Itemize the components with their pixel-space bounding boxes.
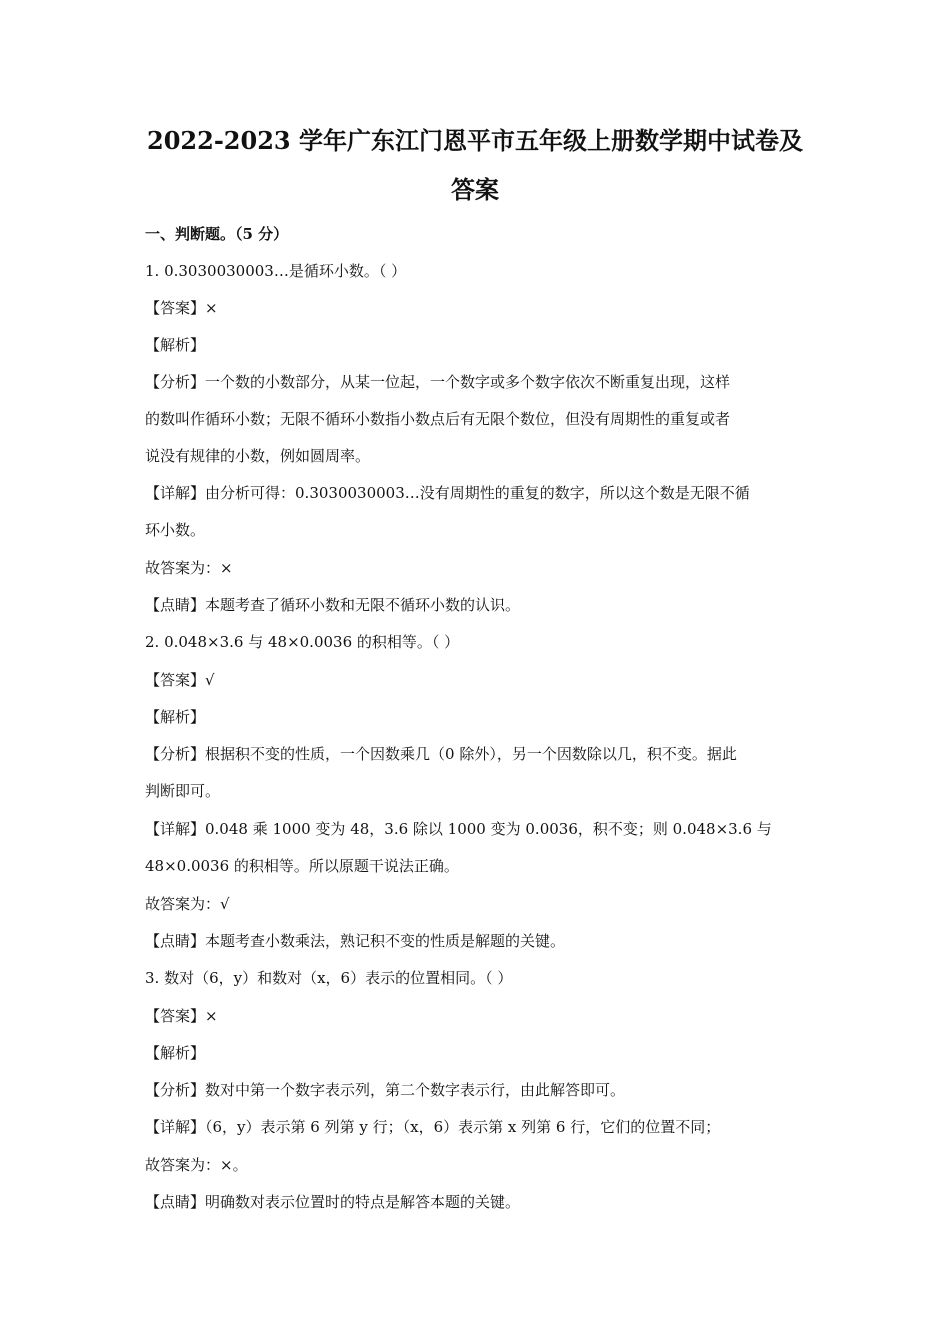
q3-conclusion: 故答案为：×。 — [145, 1156, 248, 1174]
q1-detail-line-1: 【详解】由分析可得：0.3030030003…没有周期性的重复的数字，所以这个数是无限不循 — [145, 484, 750, 502]
q3-detail-line-1: 【详解】（6，y）表示第 6 列第 y 行；（x，6）表示第 x 列第 6 行，它们的位置不同； — [145, 1118, 721, 1136]
question-1: 1. 0.3030030003…是循环小数。（ ） — [145, 262, 407, 280]
q3-analysis-line-1: 【分析】数对中第一个数字表示列，第二个数字表示行，由此解答即可。 — [145, 1081, 626, 1099]
q2-detail-line-1: 【详解】0.048 乘 1000 变为 48，3.6 除以 1000 变为 0.0036，积不变；则 0.048×3.6 与 — [145, 820, 772, 838]
section-heading: 一、判断题。（5 分） — [145, 225, 289, 243]
q3-answer: 【答案】× — [145, 1007, 218, 1025]
q1-jiexi-label: 【解析】 — [145, 336, 206, 354]
q3-jiexi-label: 【解析】 — [145, 1044, 206, 1062]
q2-conclusion: 故答案为：√ — [145, 895, 230, 913]
q1-analysis-line-3: 说没有规律的小数，例如圆周率。 — [145, 447, 371, 465]
q1-analysis-line-1: 【分析】一个数的小数部分，从某一位起，一个数字或多个数字依次不断重复出现，这样 — [145, 373, 731, 391]
q1-analysis-line-2: 的数叫作循环小数；无限不循环小数指小数点后有无限个数位，但没有周期性的重复或者 — [145, 410, 731, 428]
document-title-line-2: 答案 — [451, 175, 499, 204]
q2-detail-line-2: 48×0.0036 的积相等。所以原题干说法正确。 — [145, 857, 459, 875]
q2-answer: 【答案】√ — [145, 671, 215, 689]
q2-analysis-line-2: 判断即可。 — [145, 782, 221, 800]
q1-answer: 【答案】× — [145, 299, 218, 317]
q2-analysis-line-1: 【分析】根据积不变的性质，一个因数乘几（0 除外），另一个因数除以几，积不变。据此 — [145, 745, 737, 763]
document-title-line-1: 2022-2023 学年广东江门恩平市五年级上册数学期中试卷及 — [147, 126, 803, 155]
q1-detail-line-2: 环小数。 — [145, 521, 206, 539]
q2-comment: 【点睛】本题考查小数乘法，熟记积不变的性质是解题的关键。 — [145, 932, 566, 950]
question-2: 2. 0.048×3.6 与 48×0.0036 的积相等。（ ） — [145, 633, 460, 651]
q2-jiexi-label: 【解析】 — [145, 708, 206, 726]
question-3: 3. 数对（6，y）和数对（x，6）表示的位置相同。（ ） — [145, 969, 513, 987]
q1-comment: 【点睛】本题考查了循环小数和无限不循环小数的认识。 — [145, 596, 521, 614]
q1-conclusion: 故答案为：× — [145, 559, 233, 577]
q3-comment: 【点睛】明确数对表示位置时的特点是解答本题的关键。 — [145, 1193, 521, 1211]
